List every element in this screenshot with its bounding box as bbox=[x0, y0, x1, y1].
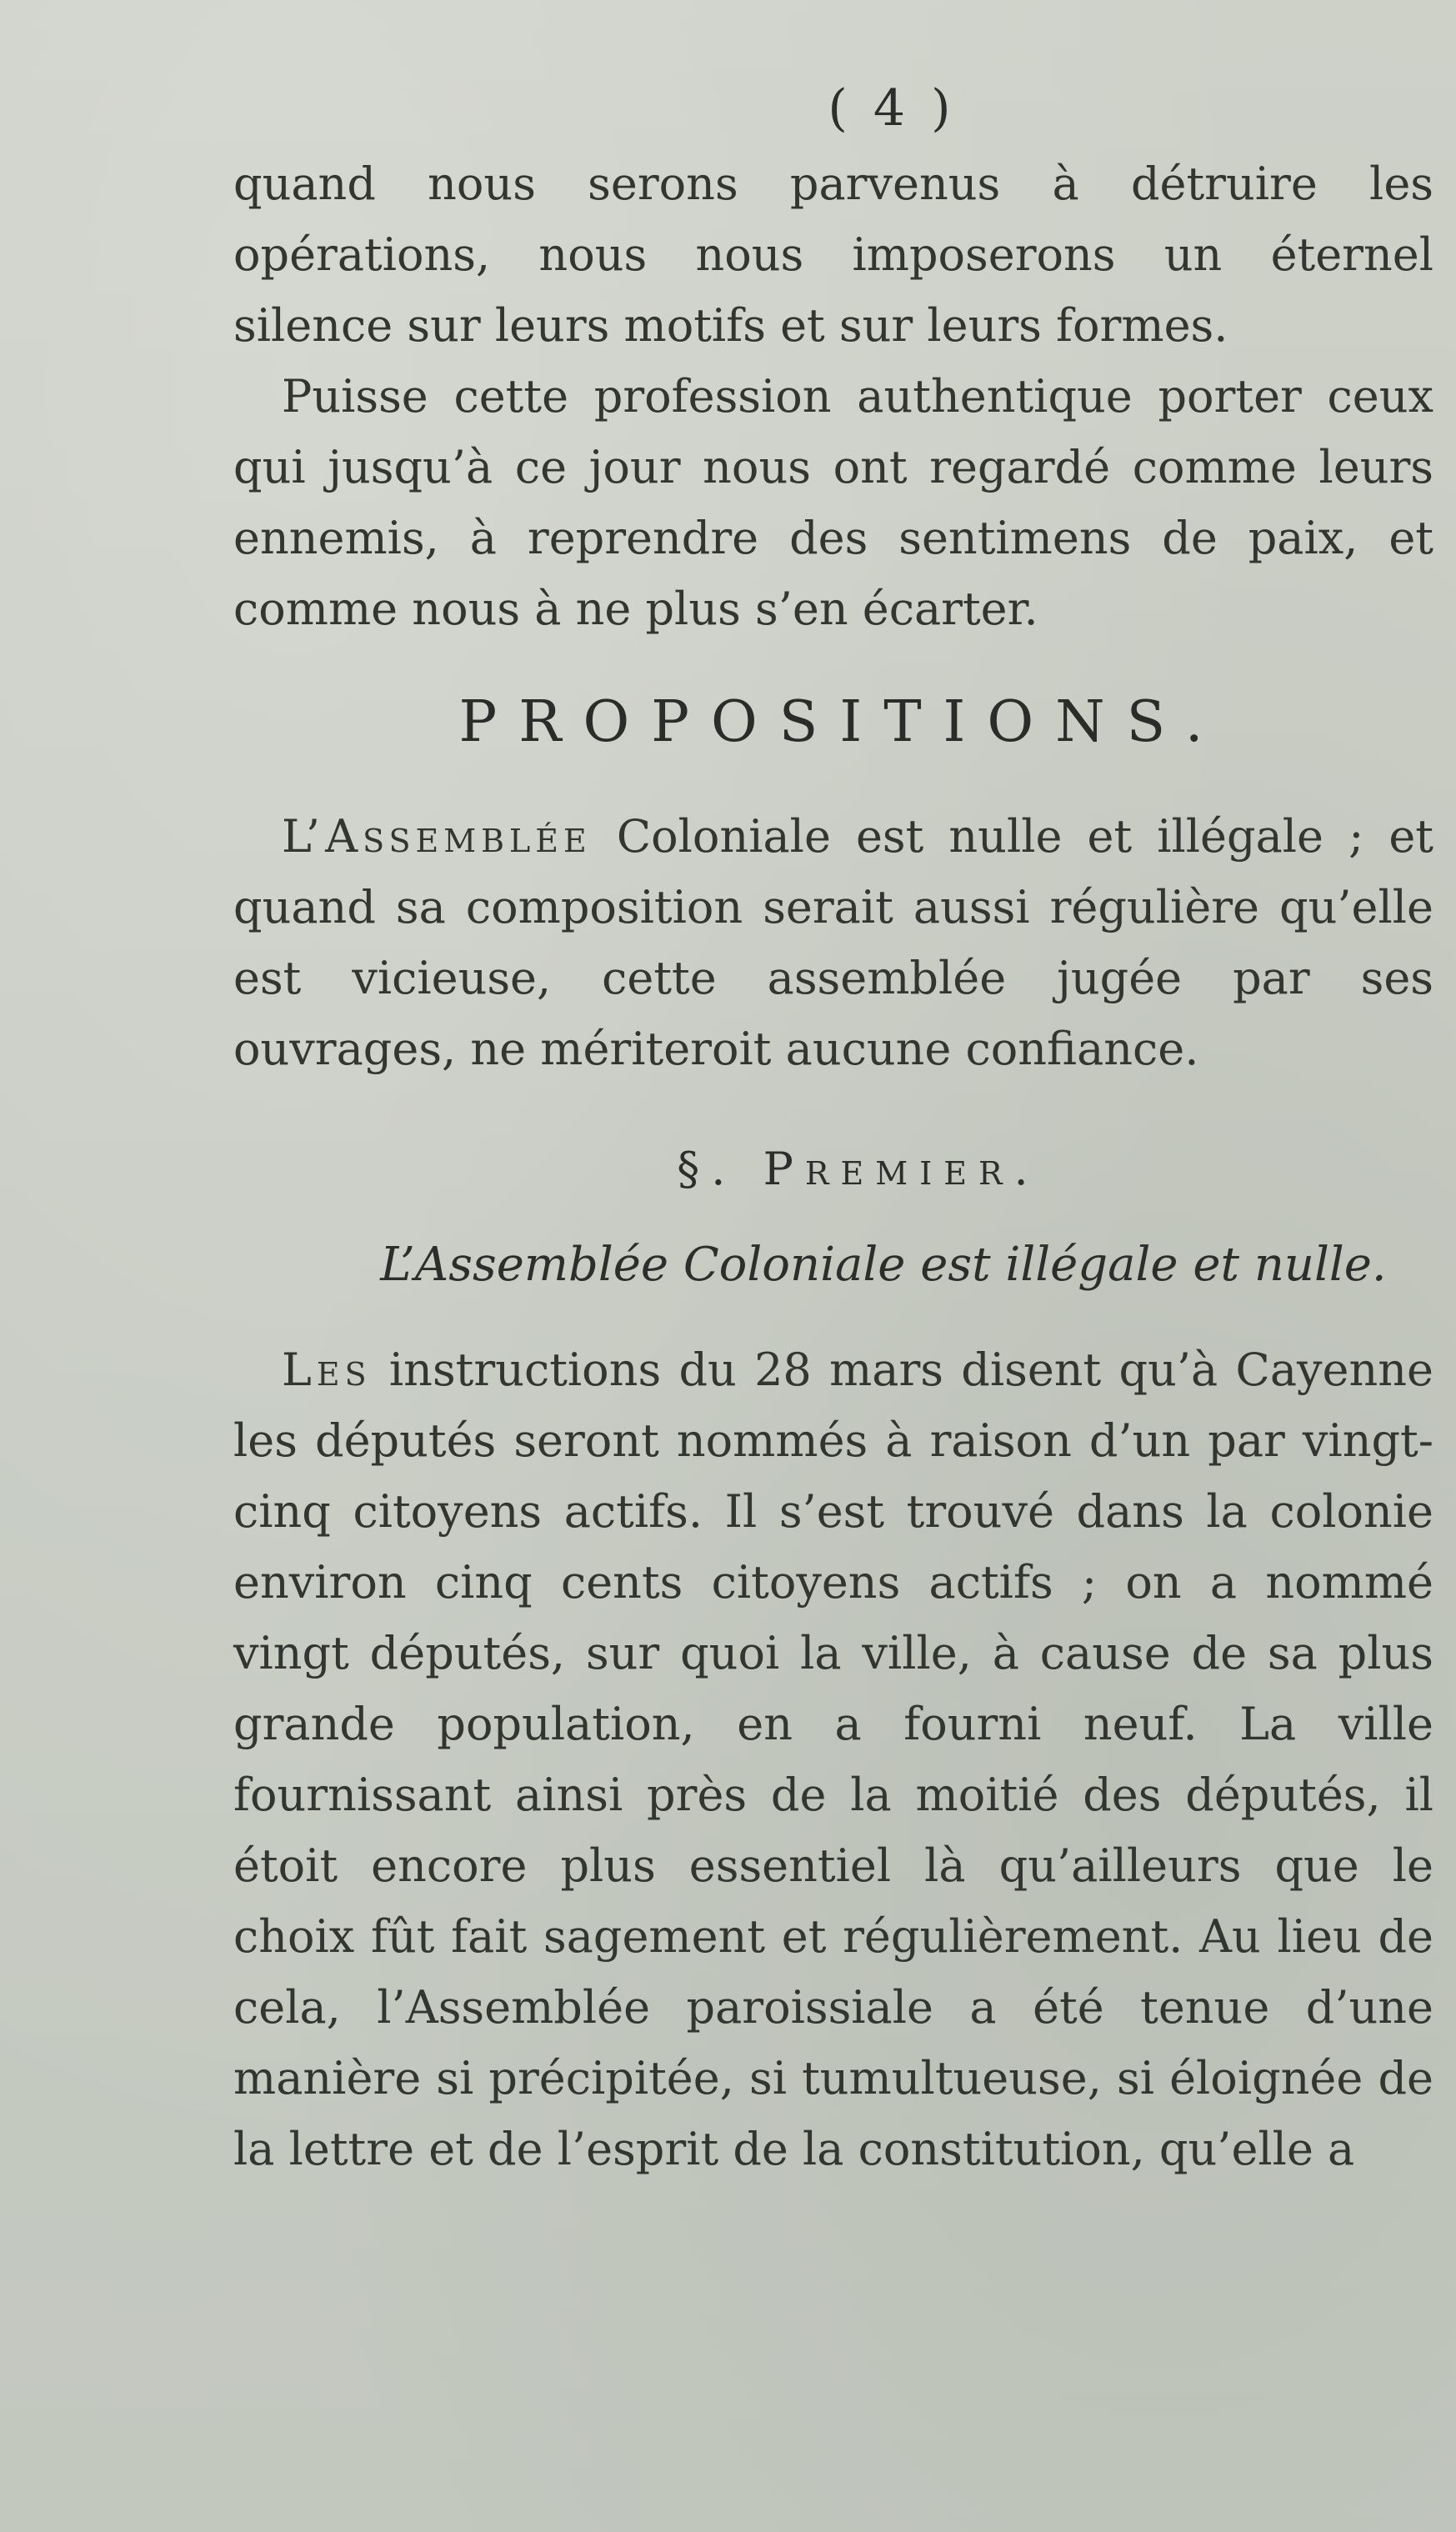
paragraph-instructions-text: instructions du 28 mars disent qu’à Cayenne les députés seront nommés à raison d’un par vingt-cinq citoyens actifs. Il s’est trouvé dans la colonie environ cinq cents citoyens actifs ; on a nommé vingt députés, sur quoi la ville, à cause de sa plus grande population, en a fourni neuf. La ville fournissant ainsi près de la moitié des députés, il étoit encore plus essentiel là qu’ailleurs que le choix fût fait sagement et régulièrement. Au lieu de cela, l’Assemblée paroissiale a été tenue d’une manière si précipitée, si tumultueuse, si éloignée de la lettre et de l’esprit de la constitution, qu’elle a bbox=[233, 1344, 1433, 2175]
proposition-text: Coloniale est nulle et illégale ; et quand sa composition serait aussi régulière qu’elle est vicieuse, cette assemblée jugée par ses ouvrages, ne mériteroit aucune confiance. bbox=[233, 810, 1433, 1075]
paragraph-proposition bbox=[233, 801, 1433, 1084]
section-heading-propositions: PROPOSITIONS. bbox=[458, 689, 1225, 755]
section-subtitle: L’Assemblée Coloniale est illégale et nulle. bbox=[380, 1238, 1387, 1292]
page-number: ( 4 ) bbox=[828, 79, 956, 138]
paragraph-continuation: quand nous serons parvenus à détruire les opérations, nous nous imposerons un éternel silence sur leurs motifs et sur leurs formes. bbox=[233, 158, 1433, 352]
paragraph-lead-word: Les bbox=[282, 1344, 372, 1396]
document-page bbox=[233, 79, 1433, 2184]
section-title: §. Premier. bbox=[677, 1143, 1040, 1195]
proposition-lead-word: L’Assemblée bbox=[282, 810, 592, 863]
paragraph-instructions bbox=[233, 1334, 1433, 2184]
paragraph-profession: Puisse cette profession authentique porter ceux qui jusqu’à ce jour nous ont regardé comme leurs ennemis, à reprendre des sentimens de paix, et comme nous à ne plus s’en écarter. bbox=[233, 370, 1433, 635]
